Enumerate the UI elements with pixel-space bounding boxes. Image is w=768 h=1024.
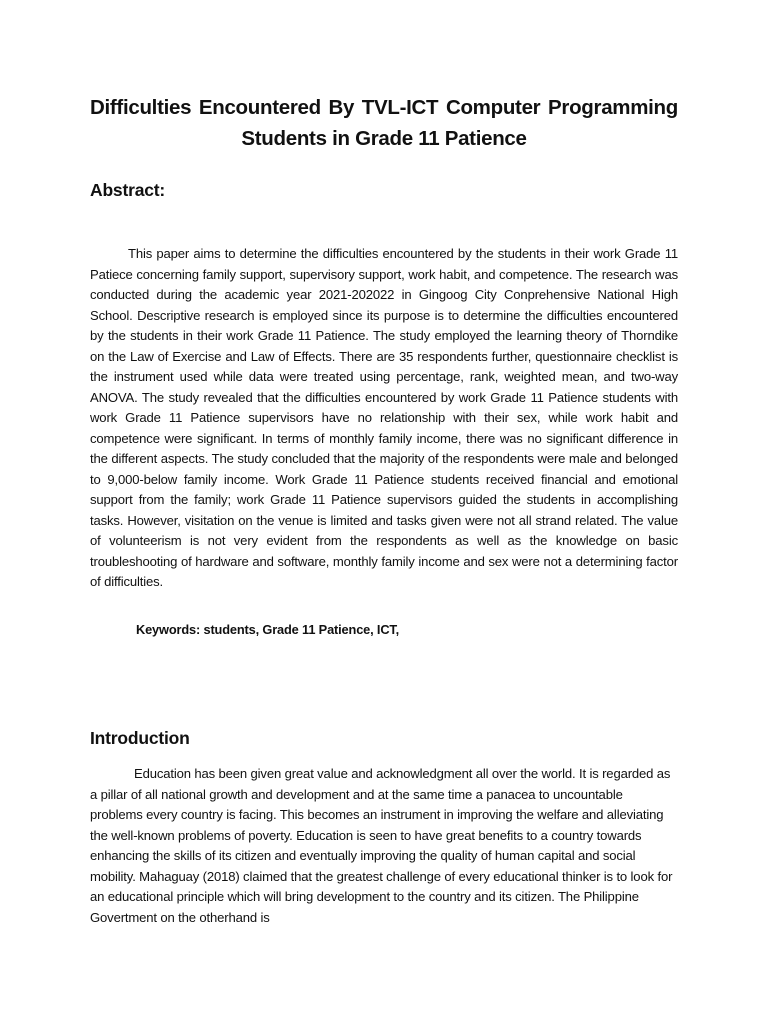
introduction-paragraph: Education has been given great value and acknowledgment all over the world. It is regarded as a pillar of all national growth and development and at the same time a panacea to uncountable problems every country is facing. This becomes an instrument in improving the welfare and alleviating the well-known problems of poverty. Education is seen to have great benefits to a country towards enhancing the skills of its citizen and eventually improving the quality of human capital and social mobility. Mahaguay (2018) claimed that the greatest challenge of every educational thinker is to look for an educational principle which will bring development to the country and its citizen. The Philippine Govertment on the otherhand is [90,766,673,925]
keywords-line: Keywords: students, Grade 11 Patience, ICT, [136,622,400,637]
abstract-paragraph: This paper aims to determine the difficulties encountered by the students in their work Grade 11 Patiece concerning family support, supervisory support, work habit, and competence. The research was conducted during the academic year 2021-202022 in Gingoog City Conprehensive National High School. Descriptive research is employed since its purpose is to determine the difficulties encountered by the students in their work Grade 11 Patience. The study employed the learning theory of Thorndike on the Law of Exercise and Law of Effects. There are 35 respondents further, questionnaire checklist is the instrument used while data were treated using percentage, rank, weighted mean, and two-way ANOVA. The study revealed that the difficulties encountered by work Grade 11 Patience students with work Grade 11 Patience supervisors have no relationship with their sex, while work habit and competence were significant. In terms of monthly family income, there was no significant difference in the different aspects. The study concluded that the majority of the respondents were male and belonged to 9,000-below family income. Work Grade 11 Patience students received financial and emotional support from the family; work Grade 11 Patience supervisors guided the students in accomplishing tasks. However, visitation on the venue is limited and tasks given were not all strand related. The value of volunteerism is not very evident from the respondents as well as the knowledge on basic troubleshooting of hardware and software, monthly family income and sex were not a determining factor of difficulties. [90,246,678,589]
introduction-heading: Introduction [90,728,190,748]
document-title: Difficulties Encountered By TVL-ICT Computer Programming Students in Grade 11 Patience [90,96,678,150]
abstract-heading: Abstract: [90,180,166,200]
